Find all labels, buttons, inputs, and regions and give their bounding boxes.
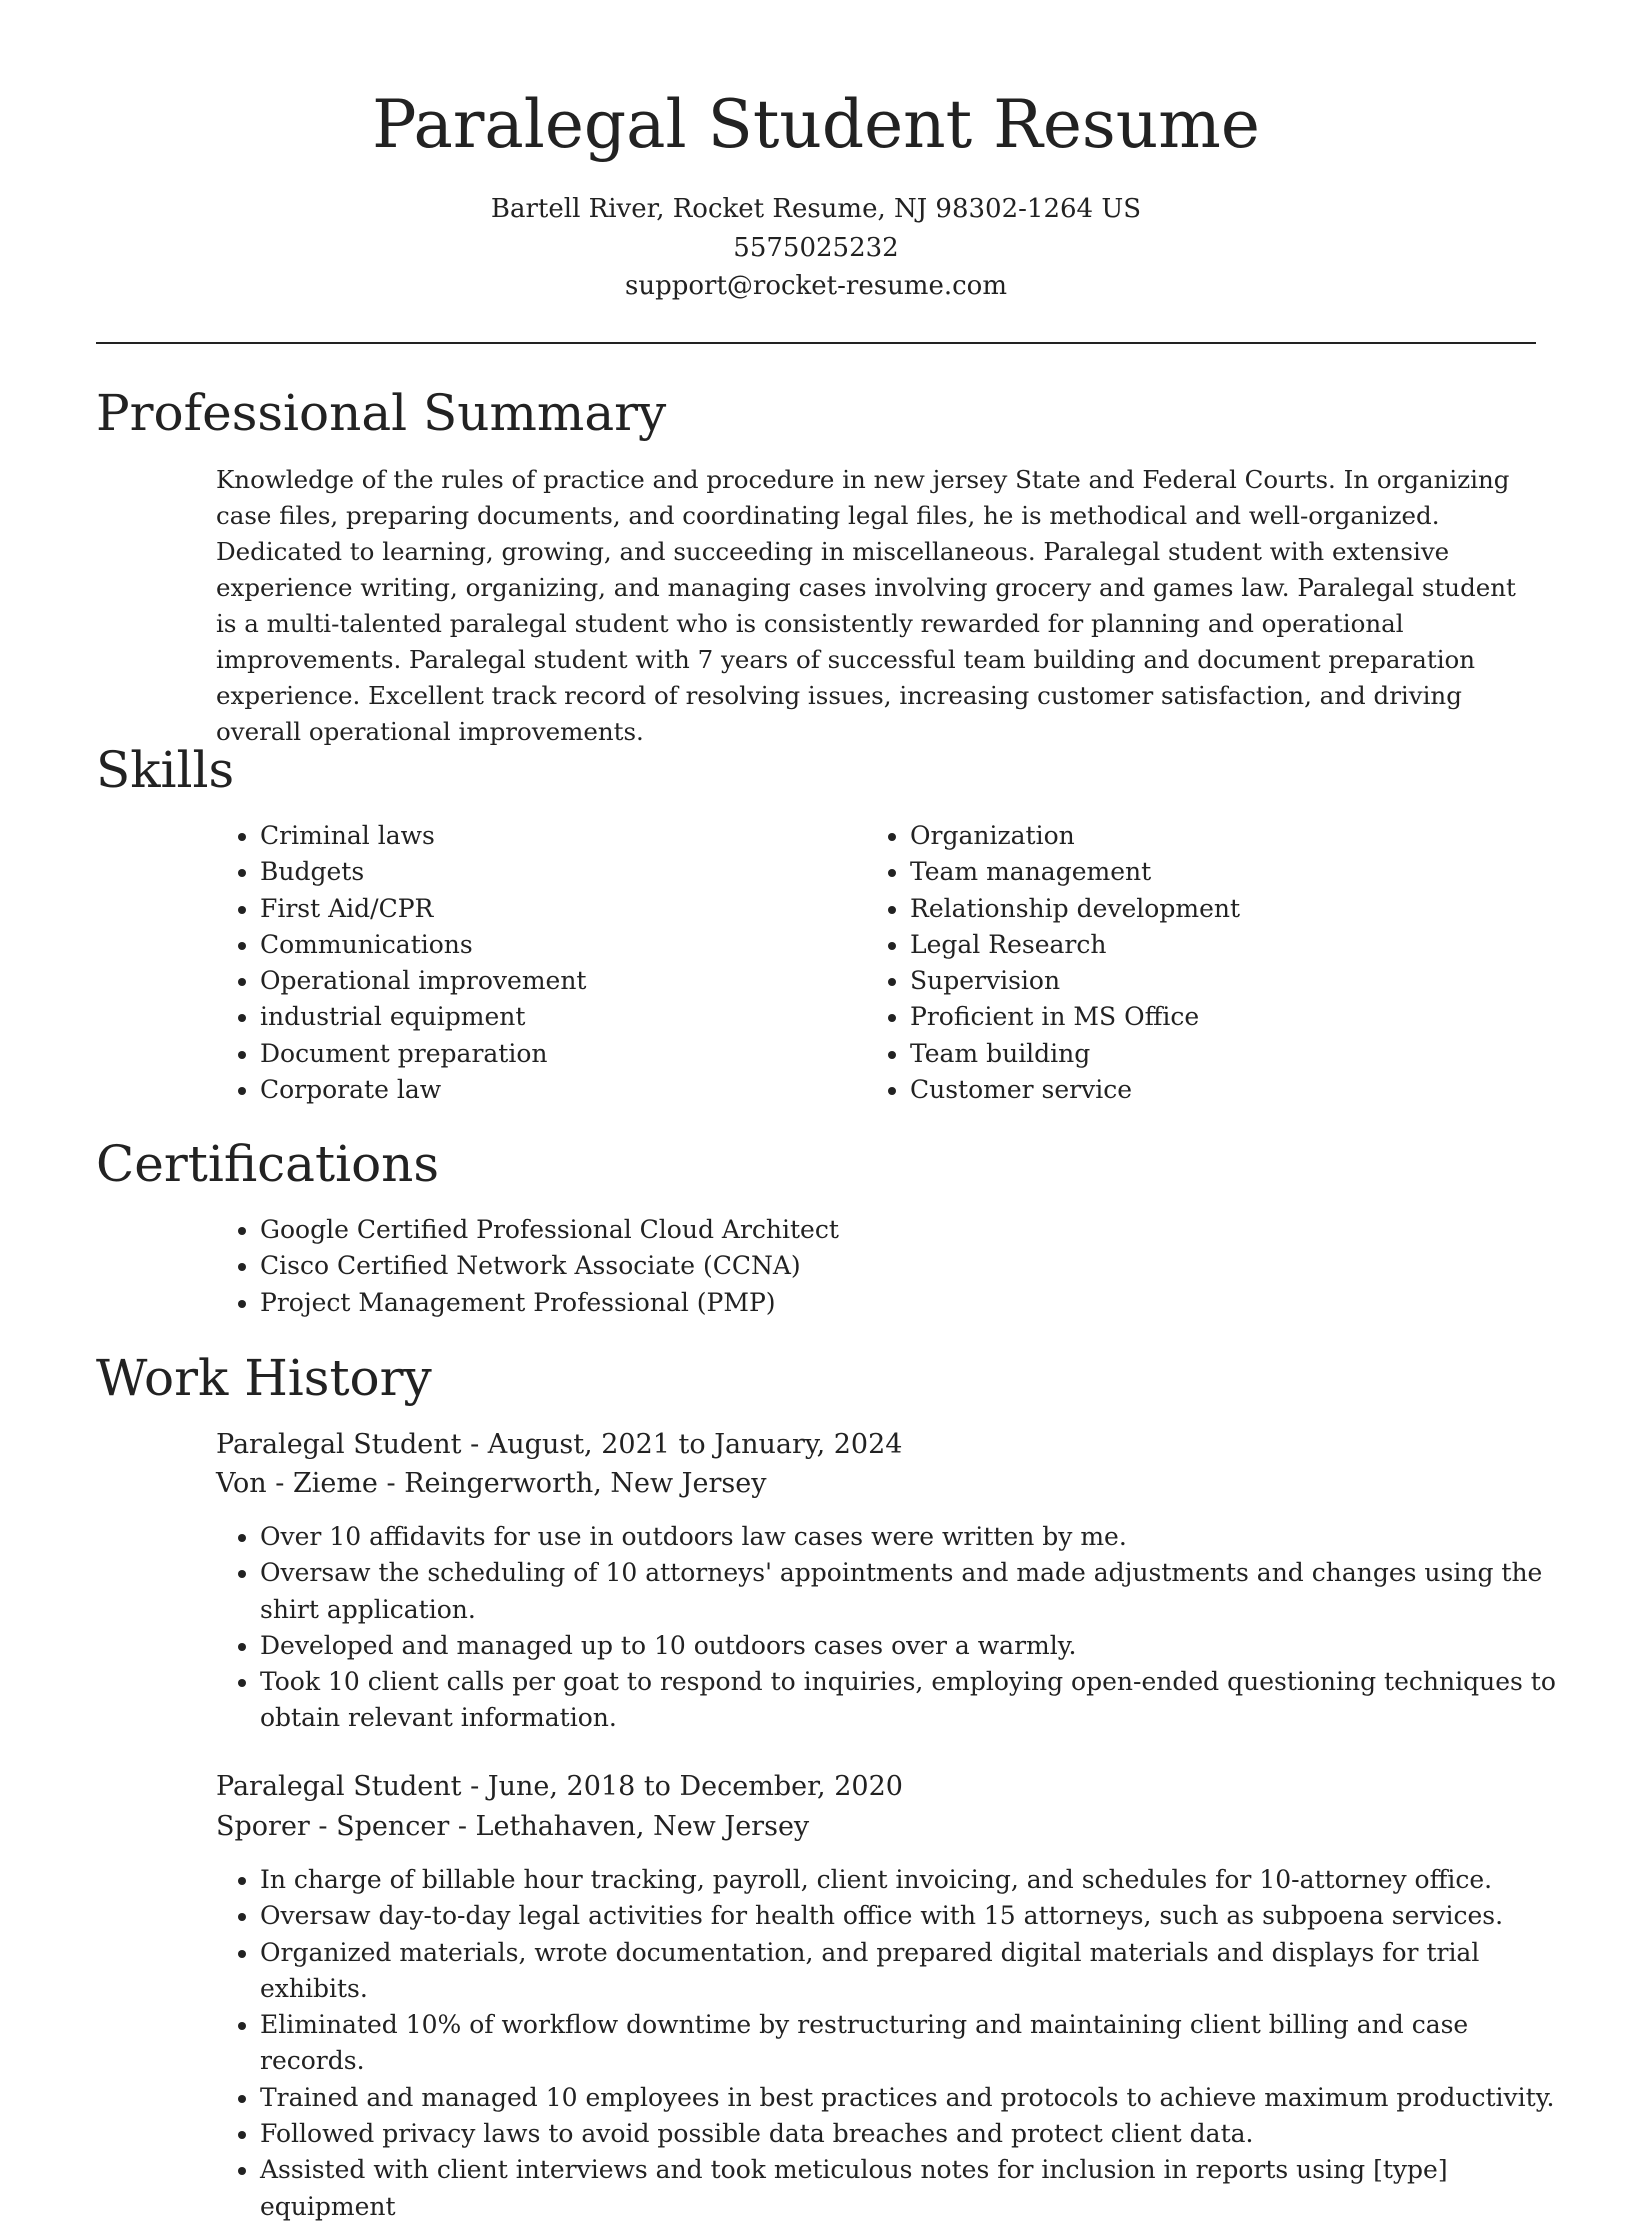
skill-item: • Team building <box>910 1036 1510 1072</box>
job-company-line: Von - Zieme - Reingerworth, New Jersey <box>216 1468 767 1499</box>
skill-item: • Corporate law <box>260 1072 820 1108</box>
resume-title: Paralegal Student Resume <box>372 86 1260 163</box>
skills-list-left <box>216 818 820 1108</box>
job-bullet: • Eliminated 10% of workflow downtime by restructuring and maintaining client billing and case records. <box>260 2007 1560 2080</box>
certifications-heading: Certifications <box>96 1135 440 1193</box>
work-history-heading: Work History <box>96 1349 432 1407</box>
job-bullets <box>216 1519 1560 1737</box>
job-title-line: Paralegal Student - August, 2021 to January, 2024 <box>216 1429 903 1460</box>
contact-address: Bartell River, Rocket Resume, NJ 98302-1264 US <box>490 194 1142 224</box>
contact-phone: 5575025232 <box>733 233 899 263</box>
skill-item: • Proficient in MS Office <box>910 999 1510 1035</box>
certification-item: • Cisco Certified Network Associate (CCNA) <box>260 1248 1560 1284</box>
job-title-line: Paralegal Student - June, 2018 to December, 2020 <box>216 1771 903 1802</box>
skill-item: • First Aid/CPR <box>260 891 820 927</box>
job-bullet: • Organized materials, wrote documentation, and prepared digital materials and displays for trial exhibits. <box>260 1935 1560 2008</box>
job-bullet: • Took 10 client calls per goat to respond to inquiries, employing open-ended questioning techniques to obtain relevant information. <box>260 1664 1560 1737</box>
job-bullet: • Over 10 affidavits for use in outdoors law cases were written by me. <box>260 1519 1560 1555</box>
skill-item: • Communications <box>260 927 820 963</box>
header-divider <box>96 342 1536 344</box>
job-company-line: Sporer - Spencer - Lethahaven, New Jersey <box>216 1811 810 1842</box>
certifications-list <box>216 1212 1560 1321</box>
skill-item: • Customer service <box>910 1072 1510 1108</box>
job-bullet: • Trained and managed 10 employees in best practices and protocols to achieve maximum productivity. <box>260 2080 1560 2116</box>
skill-item: • Document preparation <box>260 1036 820 1072</box>
skill-item: • industrial equipment <box>260 999 820 1035</box>
job-bullet: • Followed privacy laws to avoid possible data breaches and protect client data. <box>260 2116 1560 2152</box>
skill-item: • Organization <box>910 818 1510 854</box>
job-bullet: • Oversaw the scheduling of 10 attorneys' appointments and made adjustments and changes using the shirt application. <box>260 1555 1560 1628</box>
skill-item: • Budgets <box>260 854 820 890</box>
skill-item: • Supervision <box>910 963 1510 999</box>
job-bullet: • In charge of billable hour tracking, payroll, client invoicing, and schedules for 10-attorney office. <box>260 1862 1560 1898</box>
contact-email: support@rocket-resume.com <box>624 271 1007 301</box>
skills-list-right <box>866 818 1510 1108</box>
job-bullets <box>216 1862 1560 2225</box>
skill-item: • Team management <box>910 854 1510 890</box>
skill-item: • Relationship development <box>910 891 1510 927</box>
certification-item: • Google Certified Professional Cloud Architect <box>260 1212 1560 1248</box>
job-bullet: • Assisted with client interviews and took meticulous notes for inclusion in reports using [type] equipment <box>260 2152 1560 2225</box>
job-bullet: • Oversaw day-to-day legal activities for health office with 15 attorneys, such as subpoena services. <box>260 1898 1560 1934</box>
job-bullet: • Developed and managed up to 10 outdoors cases over a warmly. <box>260 1628 1560 1664</box>
skill-item: • Operational improvement <box>260 963 820 999</box>
summary-heading: Professional Summary <box>96 384 667 442</box>
skills-heading: Skills <box>96 741 235 799</box>
skill-item: • Legal Research <box>910 927 1510 963</box>
certification-item: • Project Management Professional (PMP) <box>260 1285 1560 1321</box>
summary-text: Knowledge of the rules of practice and procedure in new jersey State and Federal Courts. In organizing case files, preparing documents, and coordinating legal files, he is methodical and well-organized. Dedicated to learning, growing, and succeeding in miscellaneous. Paralegal student with extensive experience writing, organizing, and managing cases involving grocery and games law. Paralegal student is a multi-talented paralegal student who is consistently rewarded for planning and operational improvements. Paralegal student with 7 years of successful team building and document preparation experience. Excellent track record of resolving issues, increasing customer satisfaction, and driving overall operational improvements. <box>216 465 1516 746</box>
skill-item: • Criminal laws <box>260 818 820 854</box>
